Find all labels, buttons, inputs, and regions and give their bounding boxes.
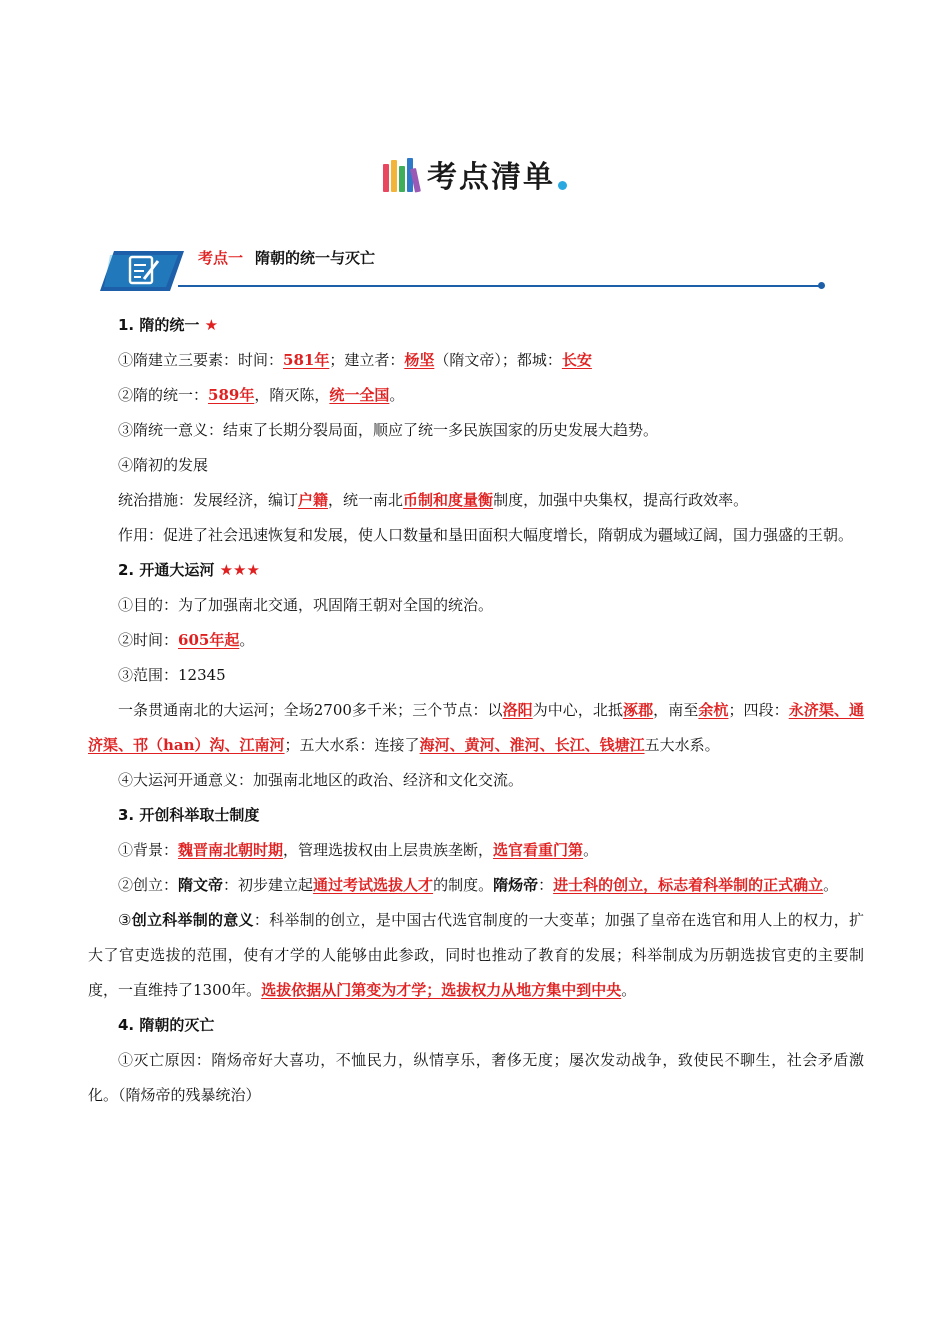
paragraph: ①目的：为了加强南北交通，巩固隋王朝对全国的统治。 (118, 596, 494, 614)
books-icon (383, 156, 421, 192)
section-title: 隋朝的统一与灭亡 (255, 249, 376, 267)
paragraph: ①灭亡原因：隋炀帝好大喜功，不恤民力，纵情享乐，奢侈无度；屡次发动战争，致使民不聊生，社会矛盾激化。（隋炀帝的残暴统治） (88, 1051, 864, 1104)
section-header (98, 243, 828, 293)
paragraph: ①隋建立三要素：时间：581年；建立者：杨坚（隋文帝）；都城：长安 (118, 351, 592, 369)
page-title (0, 152, 950, 196)
content-body (88, 308, 864, 1113)
section-line-end-dot (818, 282, 825, 289)
heading-3: 3. 开创科举取士制度 (118, 806, 260, 824)
paragraph: ②时间：605年起。 (118, 631, 255, 649)
paragraph: 一条贯通南北的大运河；全场2700多千米；三个节点：以洛阳为中心，北抵涿郡，南至余杭；四段：永济渠、通济渠、邗（han）沟、江南河；五大水系：连接了海河、黄河、淮河、长江、钱塘江五大水系。 (88, 701, 864, 754)
heading-2: 2. 开通大运河 ★★★ (118, 561, 260, 579)
paragraph: ④隋初的发展 (118, 456, 209, 474)
section-underline (178, 285, 822, 287)
section-number: 考点一 (198, 249, 244, 267)
paragraph: ③创立科举制的意义：科举制的创立，是中国古代选官制度的一大变革；加强了皇帝在选官和用人上的权力，扩大了官吏选拔的范围，使有才学的人能够由此参政，同时也推动了教育的发展；科举制成为历朝选拔官吏的主要制度，一直维持了1300年。选拔依据从门第变为才学；选拔权力从地方集中到中央。 (88, 911, 864, 999)
paragraph: ④大运河开通意义：加强南北地区的政治、经济和文化交流。 (118, 771, 524, 789)
paragraph: 统治措施：发展经济，编订户籍，统一南北币制和度量衡制度，加强中央集权，提高行政效率。 (118, 491, 749, 509)
heading-1: 1. 隋的统一 ★ (118, 316, 219, 334)
paragraph: ③隋统一意义：结束了长期分裂局面，顺应了统一多民族国家的历史发展大趋势。 (118, 421, 659, 439)
paragraph: 作用：促进了社会迅速恢复和发展，使人口数量和垦田面积大幅度增长，隋朝成为疆域辽阔，国力强盛的王朝。 (118, 526, 854, 544)
star-rating: ★ (204, 316, 219, 334)
star-rating: ★★★ (219, 561, 260, 579)
title-text: 考点清单 (427, 160, 555, 195)
title-dot (558, 181, 567, 190)
paragraph: ②隋的统一：589年，隋灭陈，统一全国。 (118, 386, 405, 404)
section-label (198, 247, 375, 268)
paragraph: ③范围：12345 (118, 666, 226, 684)
note-edit-icon (100, 247, 184, 291)
heading-4: 4. 隋朝的灭亡 (118, 1016, 215, 1034)
paragraph: ①背景：魏晋南北朝时期，管理选拔权由上层贵族垄断，选官看重门第。 (118, 841, 599, 859)
paragraph: ②创立：隋文帝：初步建立起通过考试选拔人才的制度。隋炀帝：进士科的创立，标志着科举制的正式确立。 (118, 876, 839, 894)
